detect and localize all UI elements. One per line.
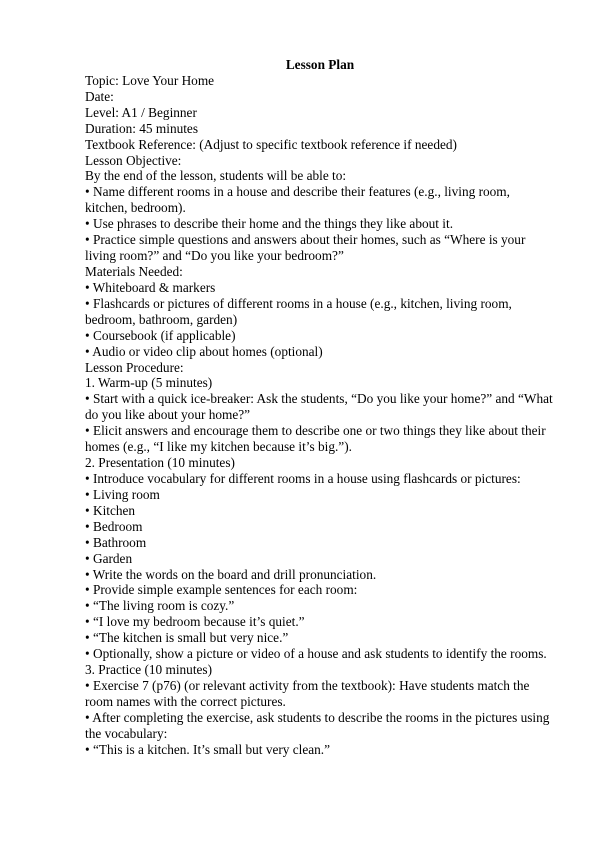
- bullet-line: • Provide simple example sentences for each room:: [85, 582, 358, 598]
- text-line: Lesson Objective:: [85, 152, 182, 168]
- text-line: By the end of the lesson, students will be able to:: [85, 168, 347, 184]
- bullet-line: • Exercise 7 (p76) (or relevant activity from the textbook): Have students match the room names with the correct pictures.: [85, 677, 530, 709]
- bullet-line: • “I love my bedroom because it’s quiet.”: [85, 614, 305, 630]
- bullet-line: • Introduce vocabulary for different rooms in a house using flashcards or pictures:: [85, 470, 521, 486]
- bullet-line: • “The living room is cozy.”: [85, 598, 235, 614]
- bullet-line: • After completing the exercise, ask students to describe the rooms in the pictures using the vocabulary:: [85, 709, 550, 741]
- bullet-line: • Use phrases to describe their home and the things they like about it.: [85, 216, 454, 232]
- bullet-line: • Bathroom: [85, 534, 147, 550]
- text-line: Materials Needed:: [85, 263, 183, 279]
- bullet-line: • Flashcards or pictures of different rooms in a house (e.g., kitchen, living room, bedroom, bathroom, garden): [85, 295, 512, 327]
- bullet-line: • Whiteboard & markers: [85, 279, 216, 295]
- bullet-line: • “This is a kitchen. It’s small but very clean.”: [85, 741, 331, 757]
- bullet-line: • Bedroom: [85, 518, 143, 534]
- bullet-line: • Optionally, show a picture or video of a house and ask students to identify the rooms.: [85, 646, 547, 662]
- text-line: Level: A1 / Beginner: [85, 104, 197, 120]
- bullet-line: • Practice simple questions and answers about their homes, such as “Where is your living room?” and “Do you like your bedroom?”: [85, 232, 526, 264]
- text-line: Textbook Reference: (Adjust to specific textbook reference if needed): [85, 136, 457, 152]
- document-body: [85, 73, 555, 758]
- bullet-line: • Audio or video clip about homes (optional): [85, 343, 323, 359]
- text-line: 1. Warm-up (5 minutes): [85, 375, 213, 391]
- bullet-line: • Start with a quick ice-breaker: Ask the students, “Do you like your home?” and “What do you like about your home?”: [85, 391, 553, 423]
- bullet-line: • Garden: [85, 550, 133, 566]
- bullet-line: • Write the words on the board and drill pronunciation.: [85, 566, 377, 582]
- bullet-line: • Coursebook (if applicable): [85, 327, 236, 343]
- bullet-line: • Name different rooms in a house and describe their features (e.g., living room, kitchen, bedroom).: [85, 184, 510, 216]
- text-line: Date:: [85, 88, 114, 104]
- text-line: Lesson Procedure:: [85, 359, 184, 375]
- lesson-plan-page: [85, 57, 555, 758]
- text-line: Topic: Love Your Home: [85, 72, 215, 88]
- bullet-line: • Kitchen: [85, 502, 136, 518]
- bullet-line: • Living room: [85, 486, 160, 502]
- text-line: 2. Presentation (10 minutes): [85, 455, 235, 471]
- bullet-line: • Elicit answers and encourage them to describe one or two things they like about their homes (e.g., “I like my kitchen because it’s big.”).: [85, 423, 546, 455]
- text-line: Duration: 45 minutes: [85, 120, 199, 136]
- document-title: Lesson Plan: [285, 57, 355, 72]
- text-line: 3. Practice (10 minutes): [85, 662, 213, 678]
- bullet-line: • “The kitchen is small but very nice.”: [85, 630, 289, 646]
